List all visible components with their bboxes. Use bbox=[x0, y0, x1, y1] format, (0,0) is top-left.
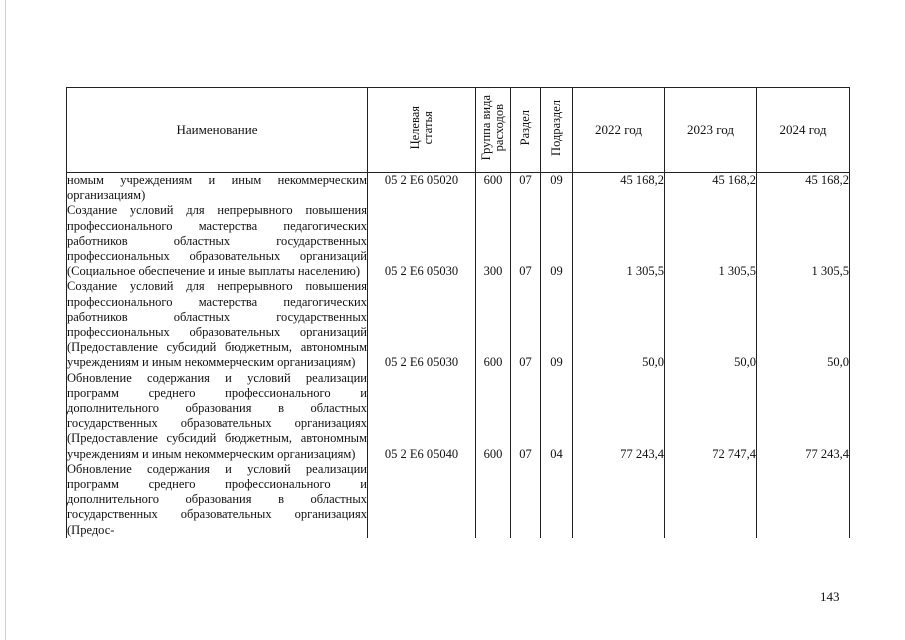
row-subsection: 09 bbox=[541, 203, 573, 279]
row-amount-2023: 72 747,4 bbox=[665, 371, 757, 462]
header-target-article-text: Целевая статья bbox=[407, 106, 435, 150]
row-amount-2024: 77 243,4 bbox=[757, 371, 850, 462]
header-year-2023: 2023 год bbox=[665, 88, 757, 173]
row-name: Обновление содержания и условий реализации программ среднего профессионального и дополнительного образования в областных государственных образовательных организациях (Предоставление субсидий бюджетным, автономным учреждениям и иным некоммерческим организациям) bbox=[67, 370, 367, 461]
row-name: Создание условий для непрерывного повышения профессионального мастерства педагогических работников областных государственных профессиональных образовательных организаций (Социальное обеспечение и иные выплаты населению) bbox=[67, 203, 367, 279]
row-subsection: 09 bbox=[541, 279, 573, 370]
header-target-article bbox=[368, 88, 476, 173]
budget-table bbox=[66, 87, 850, 538]
row-section: 07 bbox=[511, 279, 541, 370]
table-row bbox=[67, 173, 850, 204]
row-section: 07 bbox=[511, 173, 541, 204]
row-target-article: 05 2 E6 05020 bbox=[368, 173, 476, 204]
header-section-text: Раздел bbox=[518, 110, 532, 146]
row-expense-group bbox=[476, 462, 511, 538]
row-amount-2023: 45 168,2 bbox=[665, 173, 757, 204]
row-target-article: 05 2 E6 05030 bbox=[368, 279, 476, 370]
row-amount-2023 bbox=[665, 462, 757, 538]
row-amount-2022: 1 305,5 bbox=[573, 203, 665, 279]
header-subsection bbox=[541, 88, 573, 173]
row-amount-2022: 77 243,4 bbox=[573, 371, 665, 462]
row-subsection bbox=[541, 462, 573, 538]
header-expense-group-text: Группа вида расходов bbox=[479, 95, 506, 161]
header-expense-group bbox=[476, 88, 511, 173]
row-subsection: 04 bbox=[541, 371, 573, 462]
row-amount-2024: 45 168,2 bbox=[757, 173, 850, 204]
header-subsection-text: Подраздел bbox=[549, 100, 563, 156]
row-expense-group: 300 bbox=[476, 203, 511, 279]
row-target-article: 05 2 E6 05030 bbox=[368, 203, 476, 279]
row-amount-2022: 45 168,2 bbox=[573, 173, 665, 204]
row-amount-2023: 1 305,5 bbox=[665, 203, 757, 279]
table-row bbox=[67, 279, 850, 370]
row-section: 07 bbox=[511, 371, 541, 462]
row-expense-group: 600 bbox=[476, 279, 511, 370]
page-number: 143 bbox=[820, 589, 840, 604]
row-amount-2024: 50,0 bbox=[757, 279, 850, 370]
row-name: Обновление содержания и условий реализации программ среднего профессионального и дополнительного образования в областных государственных образовательных организациях (Предос- bbox=[67, 461, 367, 537]
row-amount-2023: 50,0 bbox=[665, 279, 757, 370]
row-name: Создание условий для непрерывного повышения профессионального мастерства педагогических работников областных государственных профессиональных образовательных организаций (Предоставление субсидий бюджетным, автономным учреждениям и иным некоммерческим организациям) bbox=[67, 279, 367, 370]
row-name: номым учреждениям и иным некоммерческим организациям) bbox=[67, 173, 367, 203]
row-amount-2024: 1 305,5 bbox=[757, 203, 850, 279]
page-edge-line bbox=[5, 0, 6, 640]
row-amount-2022 bbox=[573, 462, 665, 538]
row-subsection: 09 bbox=[541, 173, 573, 204]
row-target-article: 05 2 E6 05040 bbox=[368, 371, 476, 462]
header-section bbox=[511, 88, 541, 173]
row-target-article bbox=[368, 462, 476, 538]
row-amount-2024 bbox=[757, 462, 850, 538]
header-year-2022: 2022 год bbox=[573, 88, 665, 173]
row-amount-2022: 50,0 bbox=[573, 279, 665, 370]
header-year-2024: 2024 год bbox=[757, 88, 850, 173]
row-expense-group: 600 bbox=[476, 173, 511, 204]
table-row bbox=[67, 371, 850, 462]
table-row bbox=[67, 462, 850, 538]
row-expense-group: 600 bbox=[476, 371, 511, 462]
row-section: 07 bbox=[511, 203, 541, 279]
table-header-row bbox=[67, 88, 850, 173]
header-name: Наименование bbox=[67, 88, 368, 173]
table-row bbox=[67, 203, 850, 279]
row-section bbox=[511, 462, 541, 538]
